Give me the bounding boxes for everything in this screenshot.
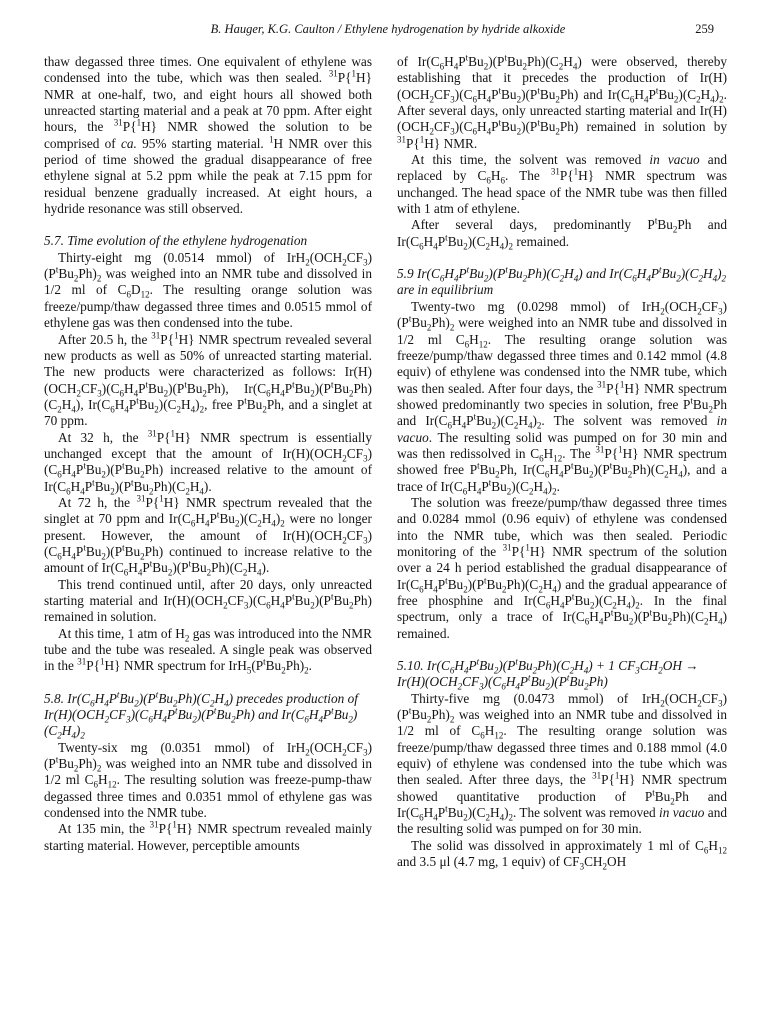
section-heading: 5.10. $Ir(C_6H_4P^tBu_2)(P^tBu_2Ph)(C_2H_4) + 1$ $CF_3CH_2OH \to Ir(H)(OCH_2CF_3)(C_6H_4P^tBu_2)(P^tBu_2Ph)$ <box>397 656 699 693</box>
body-paragraph: After 20.5 h, the $^{31}$P{$^1$H} NMR spectrum revealed several new products as well as 50% of unreacted starting material. The new products were characterized as follows: $Ir(H)(OCH_2CF_3)(C_6H_4P^tBu_2)(P^tBu_2Ph)$, $Ir(C_6H_4P^tBu_2)(P^tBu_2Ph)(C_2H_4)$, $Ir(C_6H_4P^tBu_2)(C_2H_4)_2$, free $P^tBu_2Ph$, and a singlet at 70 ppm. <box>44 330 372 429</box>
section-heading: 5.8. $Ir(C_6H_4P^tBu_2)(P^tBu_2Ph)(C_2H_4)$ precedes production of $Ir(H)(OCH_2CF_3)(C_6H_4P^tBu_2)(P^tBu_2Ph)$ and $Ir(C_6H_4P^tBu_2)(C_2H_4)_2$ <box>44 689 358 742</box>
body-paragraph: Thirty-five mg (0.0473 mmol) of $IrH_2(OCH_2CF_3)(P^tBu_2Ph)_2$ was weighed into an NMR tube and dissolved in 1/2 ml of $C_6H_{12}$. The resulting orange solution was freeze/pump/thaw degassed three times and 0.188 mmol (4.0 equiv) of ethylene was condensed into the tube which was then sealed. After three days, the $^{31}$P{$^1$H} NMR spectrum showed quantitative production of $P^tBu_2Ph$ and $Ir(C_6H_4P^tBu_2)(C_2H_4)_2$. The solvent was removed in vacuo and the resulting solid was pumped on for 30 min. <box>397 690 728 837</box>
body-paragraph: Thirty-eight mg (0.0514 mmol) of $IrH_2(OCH_2CF_3)(P^tBu_2Ph)_2$ was weighed into an NMR tube and dissolved in 1/2 ml of $C_6D_{12}$. The resulting orange solution was freeze/pump/thaw degassed three times and 0.0515 mmol of ethylene gas was then condensed into the tube. <box>44 249 373 331</box>
body-paragraph: The solution was freeze/pump/thaw degassed three times and 0.0284 mmol (0.96 equiv) of ethylene was condensed into the NMR tube, which was then sealed. Periodic monitoring of the $^{31}$P{$^1$H} NMR spectrum of the solution over a 24 h period established the gradual disappearance of $Ir(C_6H_4P^tBu_2)(P^tBu_2Ph)(C_2H_4)$ and the gradual appearance of free phosphine and $Ir(C_6H_4P^tBu_2)(C_2H_4)_2$. In the final spectrum, only a trace of $Ir(C_6H_4P^tBu_2)(P^tBu_2Ph)(C_2H_4)$ remained. <box>397 494 727 641</box>
body-paragraph: At this time, 1 atm of $H_2$ gas was introduced into the NMR tube and the tube was resealed. A single peak was observed in the $^{31}$P{$^1$H} NMR spectrum for $IrH_5(P^tBu_2Ph)_2$. <box>44 625 372 677</box>
body-paragraph: Twenty-two mg (0.0298 mmol) of $IrH_2(OCH_2CF_3)(P^tBu_2Ph)_2$ were weighed into an NMR tube and dissolved in 1/2 ml $C_6H_{12}$. The resulting orange solution was freeze/pump/thaw degassed three times and 0.142 mmol (4.8 equiv) of ethylene was condensed into the NMR tube, which was then sealed. After four days, the $^{31}$P{$^1$H} NMR spectrum showed predominantly two species in solution, free $P^tBu_2Ph$ and $Ir(C_6H_4P^tBu_2)(C_2H_4)_2$. The solvent was removed in vacuo. The resulting solid was pumped on for 30 min and was then redissolved in $C_6H_{12}$. The $^{31}$P{$^1$H} NMR spectrum showed free $P^tBu_2Ph$, $Ir(C_6H_4P^tBu_2)(P^tBu_2Ph)(C_2H_4)$, and a trace of $Ir(C_6H_4P^tBu_2)(C_2H_4)_2$. <box>397 298 727 497</box>
body-paragraph: thaw degassed three times. One equivalent of ethylene was condensed into the tube, which was then sealed. $^{31}$P{$^1$H} NMR at one-half, two, and eight hours all showed both unreacted starting material and a peak at 70 ppm. After eight hours, the $^{31}$P{$^1$H} NMR showed the solution to be comprised of ca. 95% starting material. $^1$H NMR over this period of time showed the gradual disappearance of free ethylene signal at 5.2 ppm while the peak at 7.15 ppm for residual benzene gradually increased. At eight hours, a hydride resonance was still observed. <box>44 54 372 217</box>
body-paragraph: The solid was dissolved in approximately 1 ml of $C_6H_{12}$ and 3.5 μl (4.7 mg, 1 equiv) of $CF_3CH_2OH$ <box>397 837 727 872</box>
body-paragraph: Twenty-six mg (0.0351 mmol) of $IrH_2(OCH_2CF_3)(P^tBu_2Ph)_2$ was weighed into an NMR tube and dissolved in 1/2 ml $C_6H_{12}$. The resulting solution was freeze-pump-thaw degassed three times and 0.0351 mmol of ethylene gas was condensed into the NMR tube. <box>44 739 372 821</box>
running-title: B. Hauger, K.G. Caulton / Ethylene hydrogenation by hydride alkoxide <box>210 22 566 36</box>
body-paragraph: After several days, predominantly $P^tBu_2Ph$ and $Ir(C_6H_4P^tBu_2)(C_2H_4)_2$ remained. <box>397 216 727 252</box>
body-paragraph: At this time, the solvent was removed in vacuo and replaced by $C_6H_6$. The $^{31}$P{$^1$H} NMR spectrum was unchanged. The head space of the NMR tube was then filled with 1 atm of ethylene. <box>397 152 728 217</box>
running-header <box>0 22 776 42</box>
right-column <box>397 54 727 871</box>
left-column <box>44 54 372 854</box>
body-paragraph: of $Ir(C_6H_4P^tBu_2)(P^tBu_2Ph)(C_2H_4)$ were observed, thereby establishing that it precedes the production of $Ir(H)(OCH_2CF_3)(C_6H_4P^tBu_2)(P^tBu_2Ph)$ and $Ir(C_6H_4P^tBu_2)(C_2H_4)_2$. After several days, only unreacted starting material and $Ir(H)(OCH_2CF_3)(C_6H_4P^tBu_2)(P^tBu_2Ph)$ remained in solution by $^{31}$P{$^1$H} NMR. <box>397 52 727 151</box>
section-heading: 5.7. Time evolution of the ethylene hydrogenation <box>44 233 308 249</box>
page-number: 259 <box>695 22 714 36</box>
body-paragraph: This trend continued until, after 20 days, only unreacted starting material and $Ir(H)(OCH_2CF_3)(C_6H_4P^tBu_2)(P^tBu_2Ph)$ remained in solution. <box>44 576 372 625</box>
section-heading: 5.9 $Ir(C_6H_4P^tBu_2)(P^tBu_2Ph)(C_2H_4)$ and $Ir(C_6H_4P^tBu_2)(C_2H_4)_2$ are in equilibrium <box>397 264 727 298</box>
body-paragraph: At 135 min, the $^{31}$P{$^1$H} NMR spectrum revealed mainly starting material. However, perceptible amounts <box>44 820 372 853</box>
body-paragraph: At 72 h, the $^{31}$P{$^1$H} NMR spectrum revealed that the singlet at 70 ppm and $Ir(C_6H_4P^tBu_2)(C_2H_4)_2$ were no longer present. However, the amount of $Ir(H)(OCH_2CF_3)(C_6H_4P^tBu_2)(P^tBu_2Ph)$ continued to increase relative to the amount of $Ir(C_6H_4P^tBu_2)(P^tBu_2Ph)(C_2H_4)$. <box>44 493 373 578</box>
body-paragraph: At 32 h, the $^{31}$P{$^1$H} NMR spectrum is essentially unchanged except that the amount of $Ir(H)(OCH_2CF_3)(C_6H_4P^tBu_2)(P^tBu_2Ph)$ increased relative to the amount of $Ir(C_6H_4P^tBu_2)(P^tBu_2Ph)(C_2H_4)$. <box>44 428 372 497</box>
